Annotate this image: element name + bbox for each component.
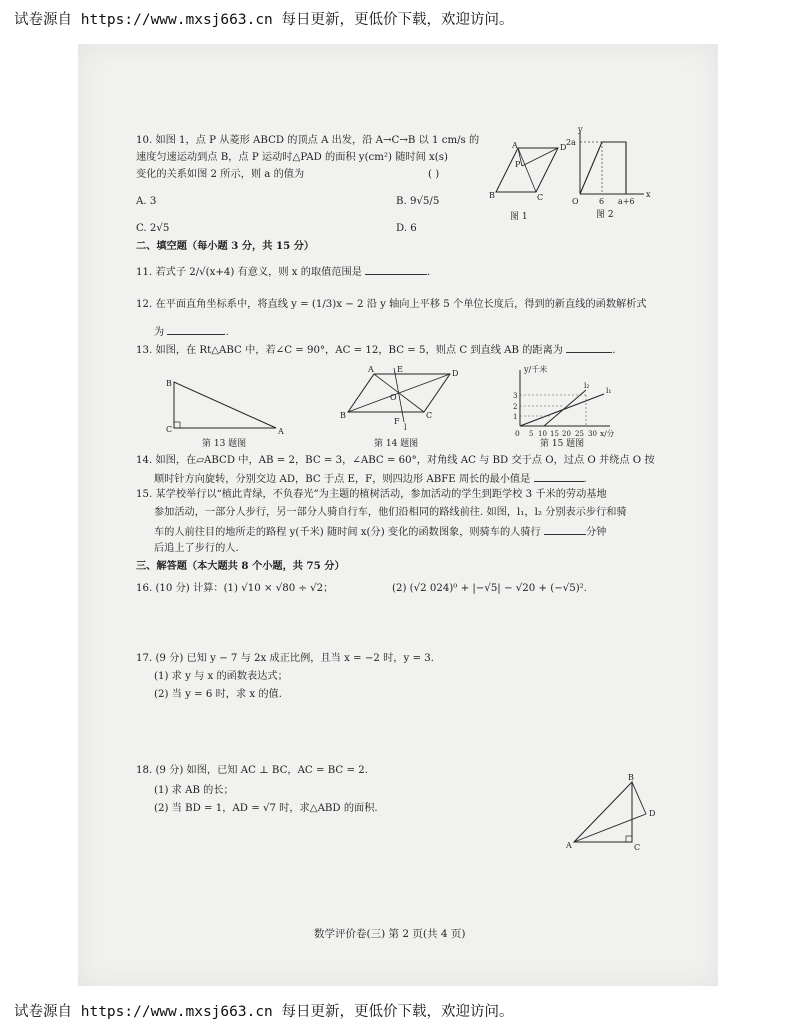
q15-xtick-25: 25 <box>575 430 584 438</box>
bottom-banner-slogan: 每日更新，更低价下载，欢迎访问。 <box>281 1004 514 1020</box>
q14-label-b: B <box>340 411 346 420</box>
q10-figure1-caption: 图 1 <box>510 212 528 222</box>
q16-part1: 16. (10 分) 计算：(1) √10 × √80 ÷ √2； <box>136 583 334 594</box>
q10-option-d: D. 6 <box>396 223 417 234</box>
q13-text <box>136 342 616 357</box>
q15-axis-x-label: x/分 <box>600 429 615 438</box>
bottom-banner-source-label: 试卷源自 <box>14 1004 72 1020</box>
q10-line1: 10. 如图 1，点 P 从菱形 ABCD 的顶点 A 出发，沿 A→C→B 以 1 cm/s 的 <box>136 135 480 146</box>
q18-line3: (2) 当 BD = 1，AD = √7 时，求△ABD 的面积. <box>154 803 378 814</box>
q15-axis-y-label: y/千米 <box>524 365 548 374</box>
fig1-label-a: A <box>512 141 518 150</box>
q15-xtick-5: 5 <box>529 430 534 438</box>
q15-line3 <box>154 524 606 539</box>
q15-xtick-10: 10 <box>538 430 547 438</box>
banner-source-label: 试卷源自 <box>14 12 72 28</box>
q12-answer-blank[interactable] <box>167 324 225 335</box>
q12-line2 <box>154 324 229 339</box>
q14-label-d: D <box>452 369 459 378</box>
q15-ytick-2: 2 <box>513 403 518 411</box>
q15-unit: 分钟 <box>585 527 607 538</box>
q18-label-b: B <box>628 773 634 782</box>
q13-stem: 13. 如图，在 Rt△ABC 中，若∠C = 90°，AC = 12，BC = 5，则点 C 到直线 AB 的距离为 <box>136 345 563 356</box>
q12-prefix: 为 <box>154 327 165 338</box>
fig1-label-c: C <box>537 193 544 202</box>
q10-option-a: A. 3 <box>136 196 157 207</box>
q15-xtick-15: 15 <box>550 430 559 438</box>
q14-figure-parallelogram <box>340 366 460 436</box>
q15-line2: 参加活动，一部分人步行，另一部分人骑自行车，他们沿相同的路线前往. 如图，l₁，l₂ 分别表示步行和骑 <box>154 507 627 518</box>
fig1-label-p: P <box>515 160 521 169</box>
q15-xtick-20: 20 <box>562 430 571 438</box>
q14-label-c: C <box>426 411 433 420</box>
q10-figure2-graph <box>566 125 652 206</box>
diagonal-ac <box>518 148 536 192</box>
triangle-abc <box>174 382 276 428</box>
q14-line2 <box>154 471 587 486</box>
q15-line-l2 <box>544 390 586 426</box>
q12-period: . <box>225 327 229 338</box>
fig1-label-b: B <box>489 191 495 200</box>
bottom-banner-url[interactable]: https://www.mxsj663.cn <box>80 1004 273 1020</box>
q13-answer-blank[interactable] <box>566 342 612 353</box>
q10-option-c: C. 2√5 <box>136 223 170 234</box>
q12-line1: 12. 在平面直角坐标系中，将直线 y = (1/3)x − 2 沿 y 轴向上平移 5 个单位长度后，得到的新直线的函数解析式 <box>136 299 647 310</box>
q10-line2: 速度匀速运动到点 B，点 P 运动时△PAD 的面积 y(cm²) 随时间 x(s) <box>136 152 448 163</box>
q18-label-d: D <box>649 809 656 818</box>
fig2-label-y: y <box>578 125 583 134</box>
banner-url[interactable]: https://www.mxsj663.cn <box>80 12 273 28</box>
q13-figure-caption: 第 13 题图 <box>202 439 247 449</box>
fig2-tick-6: 6 <box>599 197 605 206</box>
q11-text <box>136 264 430 279</box>
exam-paper-page <box>78 44 718 986</box>
q10-line3: 变化的关系如图 2 所示，则 a 的值为 <box>136 169 305 180</box>
q15-figure-graph <box>510 366 620 436</box>
q18-label-c: C <box>634 843 641 852</box>
fig1-label-d: D <box>560 143 567 152</box>
q11-period: . <box>427 267 431 278</box>
q17-line2: (1) 求 y 与 x 的函数表达式； <box>154 671 288 682</box>
right-angle-mark-c-18 <box>626 836 632 842</box>
q15-answer-blank[interactable] <box>544 524 586 535</box>
q10-figure2-caption: 图 2 <box>596 210 614 220</box>
q15-line1: 15. 某学校举行以“植此青绿，不负春光”为主题的植树活动，参加活动的学生到距学校 3 千米的劳动基地 <box>136 489 607 500</box>
q18-line1: 18. (9 分) 如图，已知 AC ⊥ BC，AC = BC = 2. <box>136 765 368 776</box>
q18-line2: (1) 求 AB 的长； <box>154 785 234 796</box>
fig2-tick-a6: a+6 <box>618 197 635 206</box>
q14-answer-blank[interactable] <box>534 471 584 482</box>
fig2-label-o: O <box>572 197 579 206</box>
q15-label-l2: l₂ <box>584 381 590 390</box>
q15-figure-caption: 第 15 题图 <box>540 439 585 449</box>
q10-option-b: B. 9√5/5 <box>396 196 440 207</box>
q17-line1: 17. (9 分) 已知 y − 7 与 2x 成正比例，且当 x = −2 时，y = 3. <box>136 653 434 664</box>
q18-label-a: A <box>566 841 572 850</box>
q15-line4: 后追上了步行的人. <box>154 543 239 554</box>
page-footer: 数学评价卷(三) 第 2 页(共 4 页) <box>314 928 466 940</box>
q15-origin-label: 0 <box>515 429 520 438</box>
right-angle-mark-c <box>174 422 180 428</box>
q10-figure1-rhombus <box>488 140 568 210</box>
q11-answer-blank[interactable] <box>365 264 427 275</box>
triangle-abc-18 <box>574 782 632 842</box>
fig2-tick-2a: 2a <box>566 138 576 147</box>
q14-line1: 14. 如图，在▱ABCD 中，AB = 2，BC = 3，∠ABC = 60°，对角线 AC 与 BD 交于点 O，过点 O 并绕点 O 按 <box>136 455 655 466</box>
q15-xtick-30: 30 <box>588 430 597 438</box>
q14-label-e: E <box>397 365 403 374</box>
section2-title: 二、填空题（每小题 3 分，共 15 分） <box>136 240 315 252</box>
q14-label-o: O <box>390 393 397 402</box>
q11-stem: 11. 若式子 2/√(x+4) 有意义，则 x 的取值范围是 <box>136 267 362 278</box>
q17-line3: (2) 当 y = 6 时，求 x 的值. <box>154 689 282 700</box>
q15-ytick-3: 3 <box>513 392 518 400</box>
q10-answer-paren: ( ) <box>428 169 440 180</box>
q14-label-l: l <box>404 423 407 432</box>
q13-label-a: A <box>278 427 284 436</box>
fig2-label-x: x <box>646 190 651 199</box>
segment-pd <box>522 148 558 166</box>
q15-ytick-1: 1 <box>513 413 518 421</box>
q16-part2: (2) (√2 024)⁰ + |−√5| − √20 + (−√5)². <box>392 583 588 594</box>
section3-title: 三、解答题（本大题共 8 个小题，共 75 分） <box>136 560 345 572</box>
q13-period: . <box>612 345 616 356</box>
bottom-banner <box>14 1000 514 1021</box>
segment-ad <box>574 814 646 842</box>
q18-figure-triangle <box>566 772 666 852</box>
banner-slogan: 每日更新，更低价下载，欢迎访问。 <box>281 12 514 28</box>
q13-figure-triangle <box>166 378 286 438</box>
fig2-area-curve <box>580 142 626 194</box>
q13-label-c: C <box>166 425 173 434</box>
q15-stem-line3: 车的人前往目的地所走的路程 y(千米) 随时间 x(分) 变化的函数图象，则骑车的人骑行 <box>154 527 541 538</box>
q14-figure-caption: 第 14 题图 <box>374 439 419 449</box>
q14-label-a: A <box>368 365 374 374</box>
q13-label-b: B <box>166 379 172 388</box>
q14-period: . <box>583 474 587 485</box>
segment-bd <box>632 782 646 814</box>
q14-stem-line2: 顺时针方向旋转，分别交边 AD，BC 于点 E，F，则四边形 ABFE 周长的最小值是 <box>154 474 531 485</box>
q15-label-l1: l₁ <box>606 386 612 395</box>
q14-label-f: F <box>394 417 400 426</box>
top-banner <box>14 8 514 29</box>
